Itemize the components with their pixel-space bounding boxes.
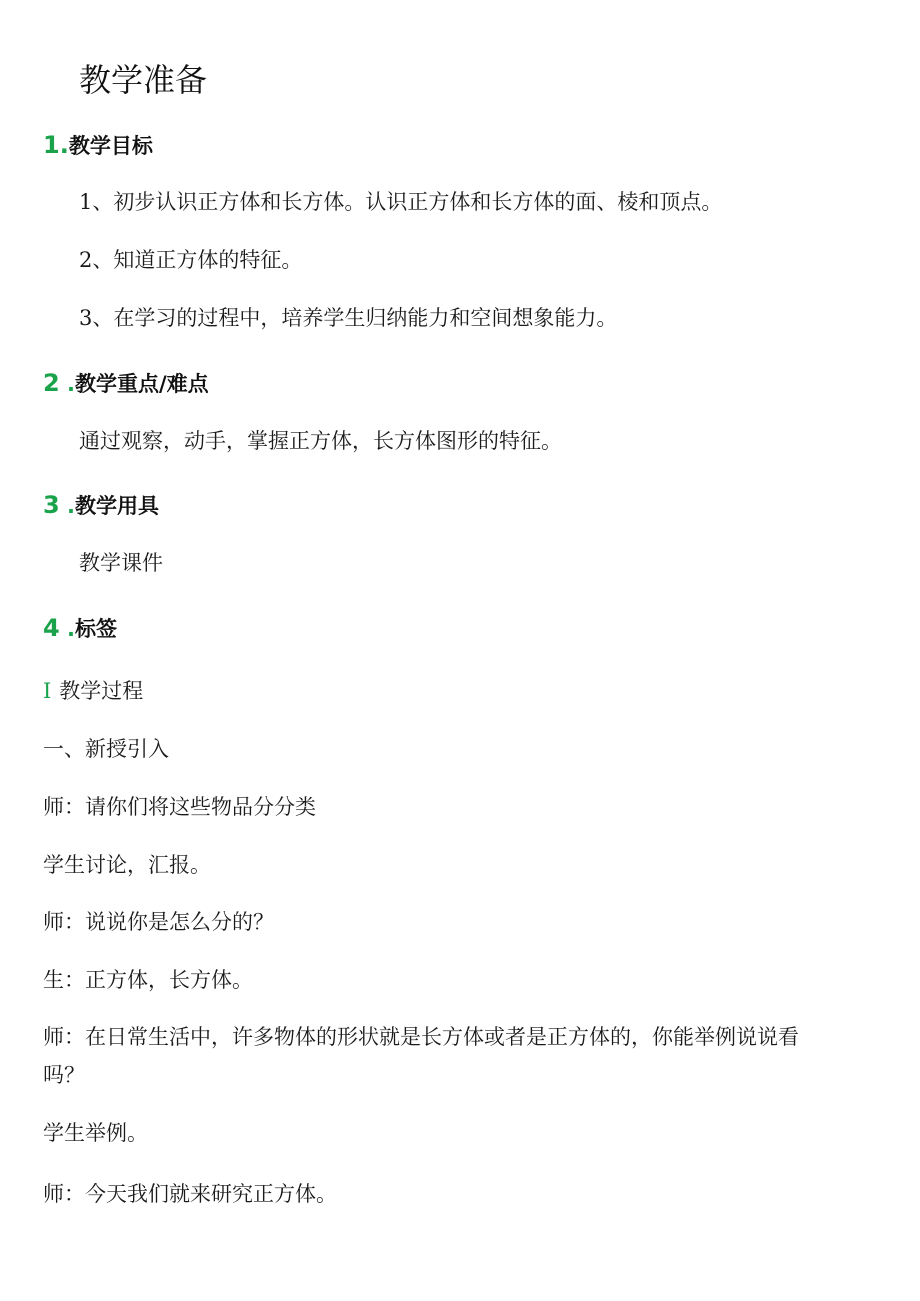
- section-separator: .: [59, 372, 75, 396]
- section-number: 3: [43, 491, 60, 519]
- process-line: 一、新授引入: [43, 737, 169, 761]
- process-heading-label: 教学过程: [59, 679, 144, 703]
- section-heading-key-points: [43, 368, 209, 399]
- section-label: 标签: [75, 617, 117, 641]
- section-heading-tags: [43, 613, 117, 644]
- goal-item: 3、在学习的过程中，培养学生归纳能力和空间想象能力。: [79, 306, 618, 330]
- process-marker: I: [43, 679, 52, 703]
- section-label: 教学目标: [68, 134, 153, 158]
- section-separator: .: [59, 494, 75, 518]
- process-line: 吗？: [43, 1063, 85, 1087]
- section-number: 4: [43, 614, 60, 642]
- process-line: 师：今天我们就来研究正方体。: [43, 1182, 337, 1206]
- process-line: 学生讨论，汇报。: [43, 853, 211, 877]
- key-points-text: 通过观察，动手，掌握正方体，长方体图形的特征。: [79, 429, 562, 453]
- section-label: 教学用具: [75, 494, 159, 518]
- process-line: 师：说说你是怎么分的？: [43, 910, 274, 934]
- process-line: 学生举例。: [43, 1121, 148, 1145]
- section-heading-tools: [43, 490, 159, 521]
- page-title: 教学准备: [79, 61, 208, 99]
- tools-text: 教学课件: [79, 551, 163, 575]
- section-label: 教学重点/难点: [75, 372, 209, 396]
- section-number: 2: [43, 369, 60, 397]
- process-line: 师：在日常生活中，许多物体的形状就是长方体或者是正方体的，你能举例说说看: [43, 1025, 799, 1049]
- process-line: 师：请你们将这些物品分分类: [43, 795, 316, 819]
- process-heading: [43, 676, 143, 706]
- process-line: 生：正方体，长方体。: [43, 968, 253, 992]
- section-separator: .: [59, 617, 75, 641]
- goal-item: 1、初步认识正方体和长方体。认识正方体和长方体的面、棱和顶点。: [79, 190, 723, 214]
- section-heading-goals: [43, 130, 153, 161]
- section-number: 1.: [43, 131, 69, 159]
- goal-item: 2、知道正方体的特征。: [79, 248, 303, 272]
